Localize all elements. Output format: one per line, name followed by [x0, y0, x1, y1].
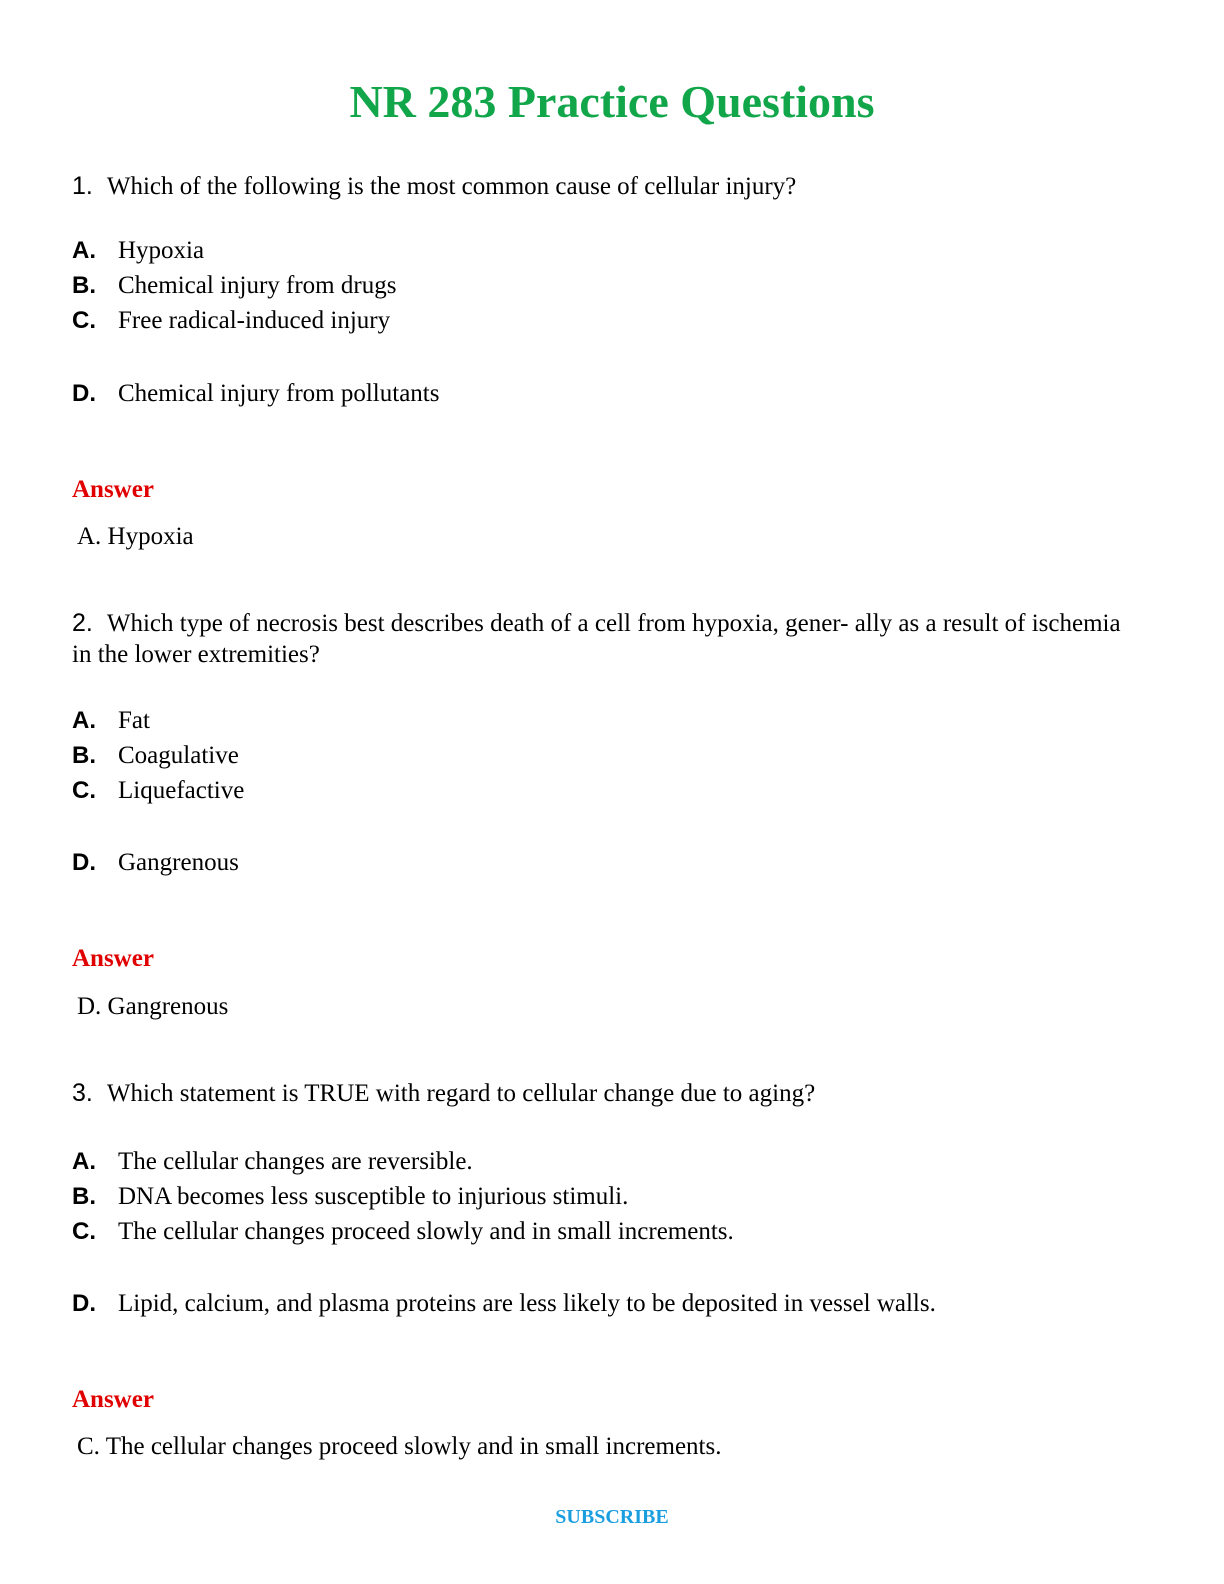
- option-letter: A.: [72, 1148, 96, 1175]
- answer-text: D. Gangrenous: [77, 993, 229, 1020]
- option-d: [72, 379, 439, 409]
- answer-label: Answer: [72, 945, 154, 972]
- option-b: [72, 1182, 628, 1212]
- question-text: Which of the following is the most common cause of cellular injury?: [106, 173, 797, 200]
- option-text: Coagulative: [118, 742, 239, 769]
- option-text: Lipid, calcium, and plasma proteins are less likely to be deposited in vessel walls.: [118, 1290, 936, 1317]
- option-a: [72, 706, 150, 736]
- option-b: [72, 741, 239, 771]
- question-2: [72, 608, 1132, 670]
- question-number: 3.: [72, 1079, 93, 1107]
- option-letter: B.: [72, 1183, 96, 1210]
- question-text: Which type of necrosis best describes death of a cell from hypoxia, gener- ally as a result of ischemia in the lower extremities?: [72, 610, 1121, 668]
- option-a: [72, 236, 204, 266]
- option-text: DNA becomes less susceptible to injurious stimuli.: [118, 1183, 629, 1210]
- option-text: Free radical-induced injury: [118, 307, 391, 334]
- option-letter: B.: [72, 742, 96, 769]
- option-c: [72, 776, 244, 806]
- option-text: Hypoxia: [118, 237, 205, 264]
- option-text: The cellular changes proceed slowly and in small increments.: [118, 1218, 734, 1245]
- option-letter: C.: [72, 307, 96, 334]
- option-letter: D.: [72, 849, 96, 876]
- option-letter: C.: [72, 777, 96, 804]
- answer-text: A. Hypoxia: [77, 523, 194, 550]
- option-text: Fat: [118, 707, 150, 734]
- option-c: [72, 1217, 734, 1247]
- question-3: [72, 1078, 1132, 1109]
- question-1: [72, 171, 1132, 202]
- answer-text: C. The cellular changes proceed slowly and in small increments.: [77, 1433, 722, 1460]
- option-letter: A.: [72, 237, 96, 264]
- answer-label: Answer: [72, 1386, 154, 1413]
- question-text: Which statement is TRUE with regard to cellular change due to aging?: [106, 1080, 816, 1107]
- option-letter: B.: [72, 272, 96, 299]
- question-number: 1.: [72, 172, 93, 200]
- option-text: The cellular changes are reversible.: [118, 1148, 473, 1175]
- option-text: Liquefactive: [118, 777, 245, 804]
- option-letter: D.: [72, 380, 96, 407]
- option-text: Chemical injury from pollutants: [118, 380, 440, 407]
- option-d: [72, 1289, 936, 1319]
- option-c: [72, 306, 390, 336]
- subscribe-link[interactable]: SUBSCRIBE: [555, 1506, 669, 1528]
- option-letter: A.: [72, 707, 96, 734]
- option-letter: C.: [72, 1218, 96, 1245]
- option-letter: D.: [72, 1290, 96, 1317]
- option-b: [72, 271, 396, 301]
- option-text: Gangrenous: [118, 849, 239, 876]
- option-a: [72, 1147, 473, 1177]
- answer-label: Answer: [72, 476, 154, 503]
- option-d: [72, 848, 239, 878]
- question-number: 2.: [72, 609, 93, 637]
- page-title: NR 283 Practice Questions: [349, 76, 875, 127]
- option-text: Chemical injury from drugs: [118, 272, 397, 299]
